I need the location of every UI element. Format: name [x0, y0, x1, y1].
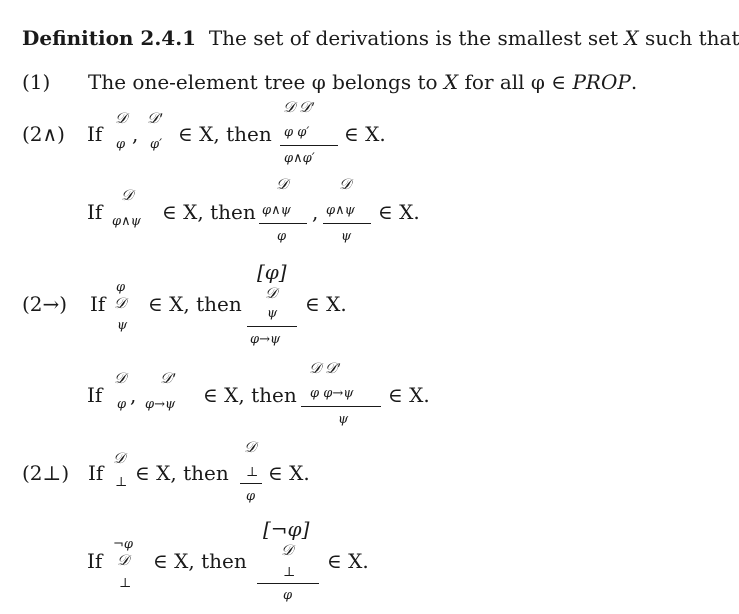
- and-intro-conclusion-premises: φ φ′: [284, 125, 310, 140]
- and-elim-left-d: 𝒟: [276, 177, 288, 193]
- imp-intro-in-x: ∈ X.: [305, 292, 347, 316]
- imp-elim-in-x: ∈ X.: [388, 383, 430, 407]
- and-intro-premise-d1: 𝒟: [115, 111, 127, 127]
- and-elim-premise: φ∧ψ: [112, 214, 141, 229]
- and-intro-in-x: ∈ X.: [344, 122, 386, 146]
- bot-elim-premise-bot: ⊥: [115, 475, 128, 490]
- clause-1-prop: PROP: [572, 70, 631, 94]
- and-intro-in-x-then: ∈ X, then: [178, 122, 272, 146]
- and-intro-conclusion-ds: 𝒟 𝒟′: [283, 100, 314, 116]
- definition-text: The set of derivations is the smallest set: [208, 26, 625, 50]
- raa-inference-line: [257, 583, 319, 584]
- bot-elim-inference-line: [240, 483, 262, 484]
- clause-2-bot-marker: (2⊥): [22, 461, 70, 485]
- imp-elim-premise-d1: 𝒟: [114, 371, 126, 387]
- raa-conclusion-d: 𝒟: [281, 543, 293, 559]
- raa-premise-d: 𝒟: [117, 553, 129, 569]
- raa-premise-bottom: ⊥: [119, 576, 132, 591]
- raa-conclusion: φ: [283, 588, 293, 603]
- imp-elim-premise-phi: φ: [117, 397, 127, 412]
- imp-elim-premise-d2: 𝒟′: [160, 371, 176, 387]
- imp-elim-if: If: [87, 383, 103, 407]
- imp-intro-discharged: [φ]: [257, 260, 287, 284]
- imp-elim-in-x-then: ∈ X, then: [203, 383, 297, 407]
- and-elim-in-x-then: ∈ X, then: [162, 200, 256, 224]
- imp-intro-conclusion-premise: ψ: [267, 306, 278, 321]
- imp-intro-inference-line: [247, 326, 297, 327]
- and-elim-right-line: [323, 223, 371, 224]
- raa-premise-top: ¬φ: [113, 537, 133, 552]
- bot-elim-conclusion-premise: ⊥: [246, 465, 259, 480]
- imp-intro-premise-bottom: ψ: [117, 318, 128, 333]
- bot-elim-if: If: [88, 461, 104, 485]
- bot-elim-in-x: ∈ X.: [268, 461, 310, 485]
- definition-text-end: such that: [638, 26, 739, 50]
- definition-label: Definition 2.4.1: [22, 26, 197, 50]
- and-elim-right-conclusion: ψ: [341, 229, 352, 244]
- clause-1-period: .: [630, 70, 638, 94]
- and-intro-premise-d2: 𝒟′: [147, 111, 163, 127]
- clause-1-sentence: The one-element tree φ belongs to: [88, 70, 438, 94]
- imp-intro-conclusion-d: 𝒟: [265, 286, 277, 302]
- clause-1-var-x: X: [443, 70, 459, 94]
- raa-in-x-then: ∈ X, then: [153, 549, 247, 573]
- clause-1-for-all: for all φ ∈: [464, 70, 567, 94]
- imp-intro-conclusion: φ→ψ: [250, 332, 281, 347]
- imp-intro-premise-top: φ: [116, 280, 126, 295]
- definition-var-x: X: [624, 26, 639, 50]
- and-elim-comma: ,: [312, 200, 319, 224]
- raa-conclusion-premise: ⊥: [283, 565, 296, 580]
- and-elim-right-premise: φ∧ψ: [326, 203, 355, 218]
- raa-discharged: [¬φ]: [263, 517, 310, 541]
- imp-elim-conclusion-ds: 𝒟 𝒟′: [309, 361, 340, 377]
- imp-elim-conclusion: ψ: [338, 412, 349, 427]
- clause-1-marker: (1): [22, 70, 51, 94]
- imp-intro-if: If: [90, 292, 106, 316]
- and-intro-premise-phi2: φ′: [150, 137, 163, 152]
- and-elim-in-x: ∈ X.: [378, 200, 420, 224]
- and-elim-left-premise: φ∧ψ: [262, 203, 291, 218]
- bot-elim-conclusion-d: 𝒟: [244, 440, 256, 456]
- imp-elim-comma: ,: [130, 383, 137, 407]
- imp-elim-conclusion-premises: φ φ→ψ: [310, 386, 354, 401]
- bot-elim-in-x-then: ∈ X, then: [135, 461, 229, 485]
- bot-elim-conclusion: φ: [246, 489, 256, 504]
- bot-elim-premise-d: 𝒟: [113, 451, 125, 467]
- and-intro-conclusion: φ∧φ′: [284, 151, 315, 166]
- and-intro-inference-line: [280, 145, 338, 146]
- and-intro-if: If: [87, 122, 103, 146]
- raa-if: If: [87, 549, 103, 573]
- imp-elim-premise-imp: φ→ψ: [145, 397, 176, 412]
- and-intro-comma: ,: [132, 122, 139, 146]
- and-intro-premise-phi: φ: [116, 137, 126, 152]
- clause-2-and-marker: (2∧): [22, 122, 65, 146]
- imp-elim-inference-line: [301, 406, 381, 407]
- and-elim-if: If: [87, 200, 103, 224]
- clause-2-imp-marker: (2→): [22, 292, 68, 316]
- and-elim-premise-d: 𝒟: [121, 188, 133, 204]
- imp-intro-in-x-then: ∈ X, then: [148, 292, 242, 316]
- and-elim-left-conclusion: φ: [277, 229, 287, 244]
- imp-intro-premise-d: 𝒟: [114, 296, 126, 312]
- clause-1-text: [88, 72, 637, 92]
- and-elim-right-d: 𝒟: [339, 177, 351, 193]
- definition-heading: [22, 28, 739, 48]
- and-elim-left-line: [259, 223, 307, 224]
- raa-in-x: ∈ X.: [327, 549, 369, 573]
